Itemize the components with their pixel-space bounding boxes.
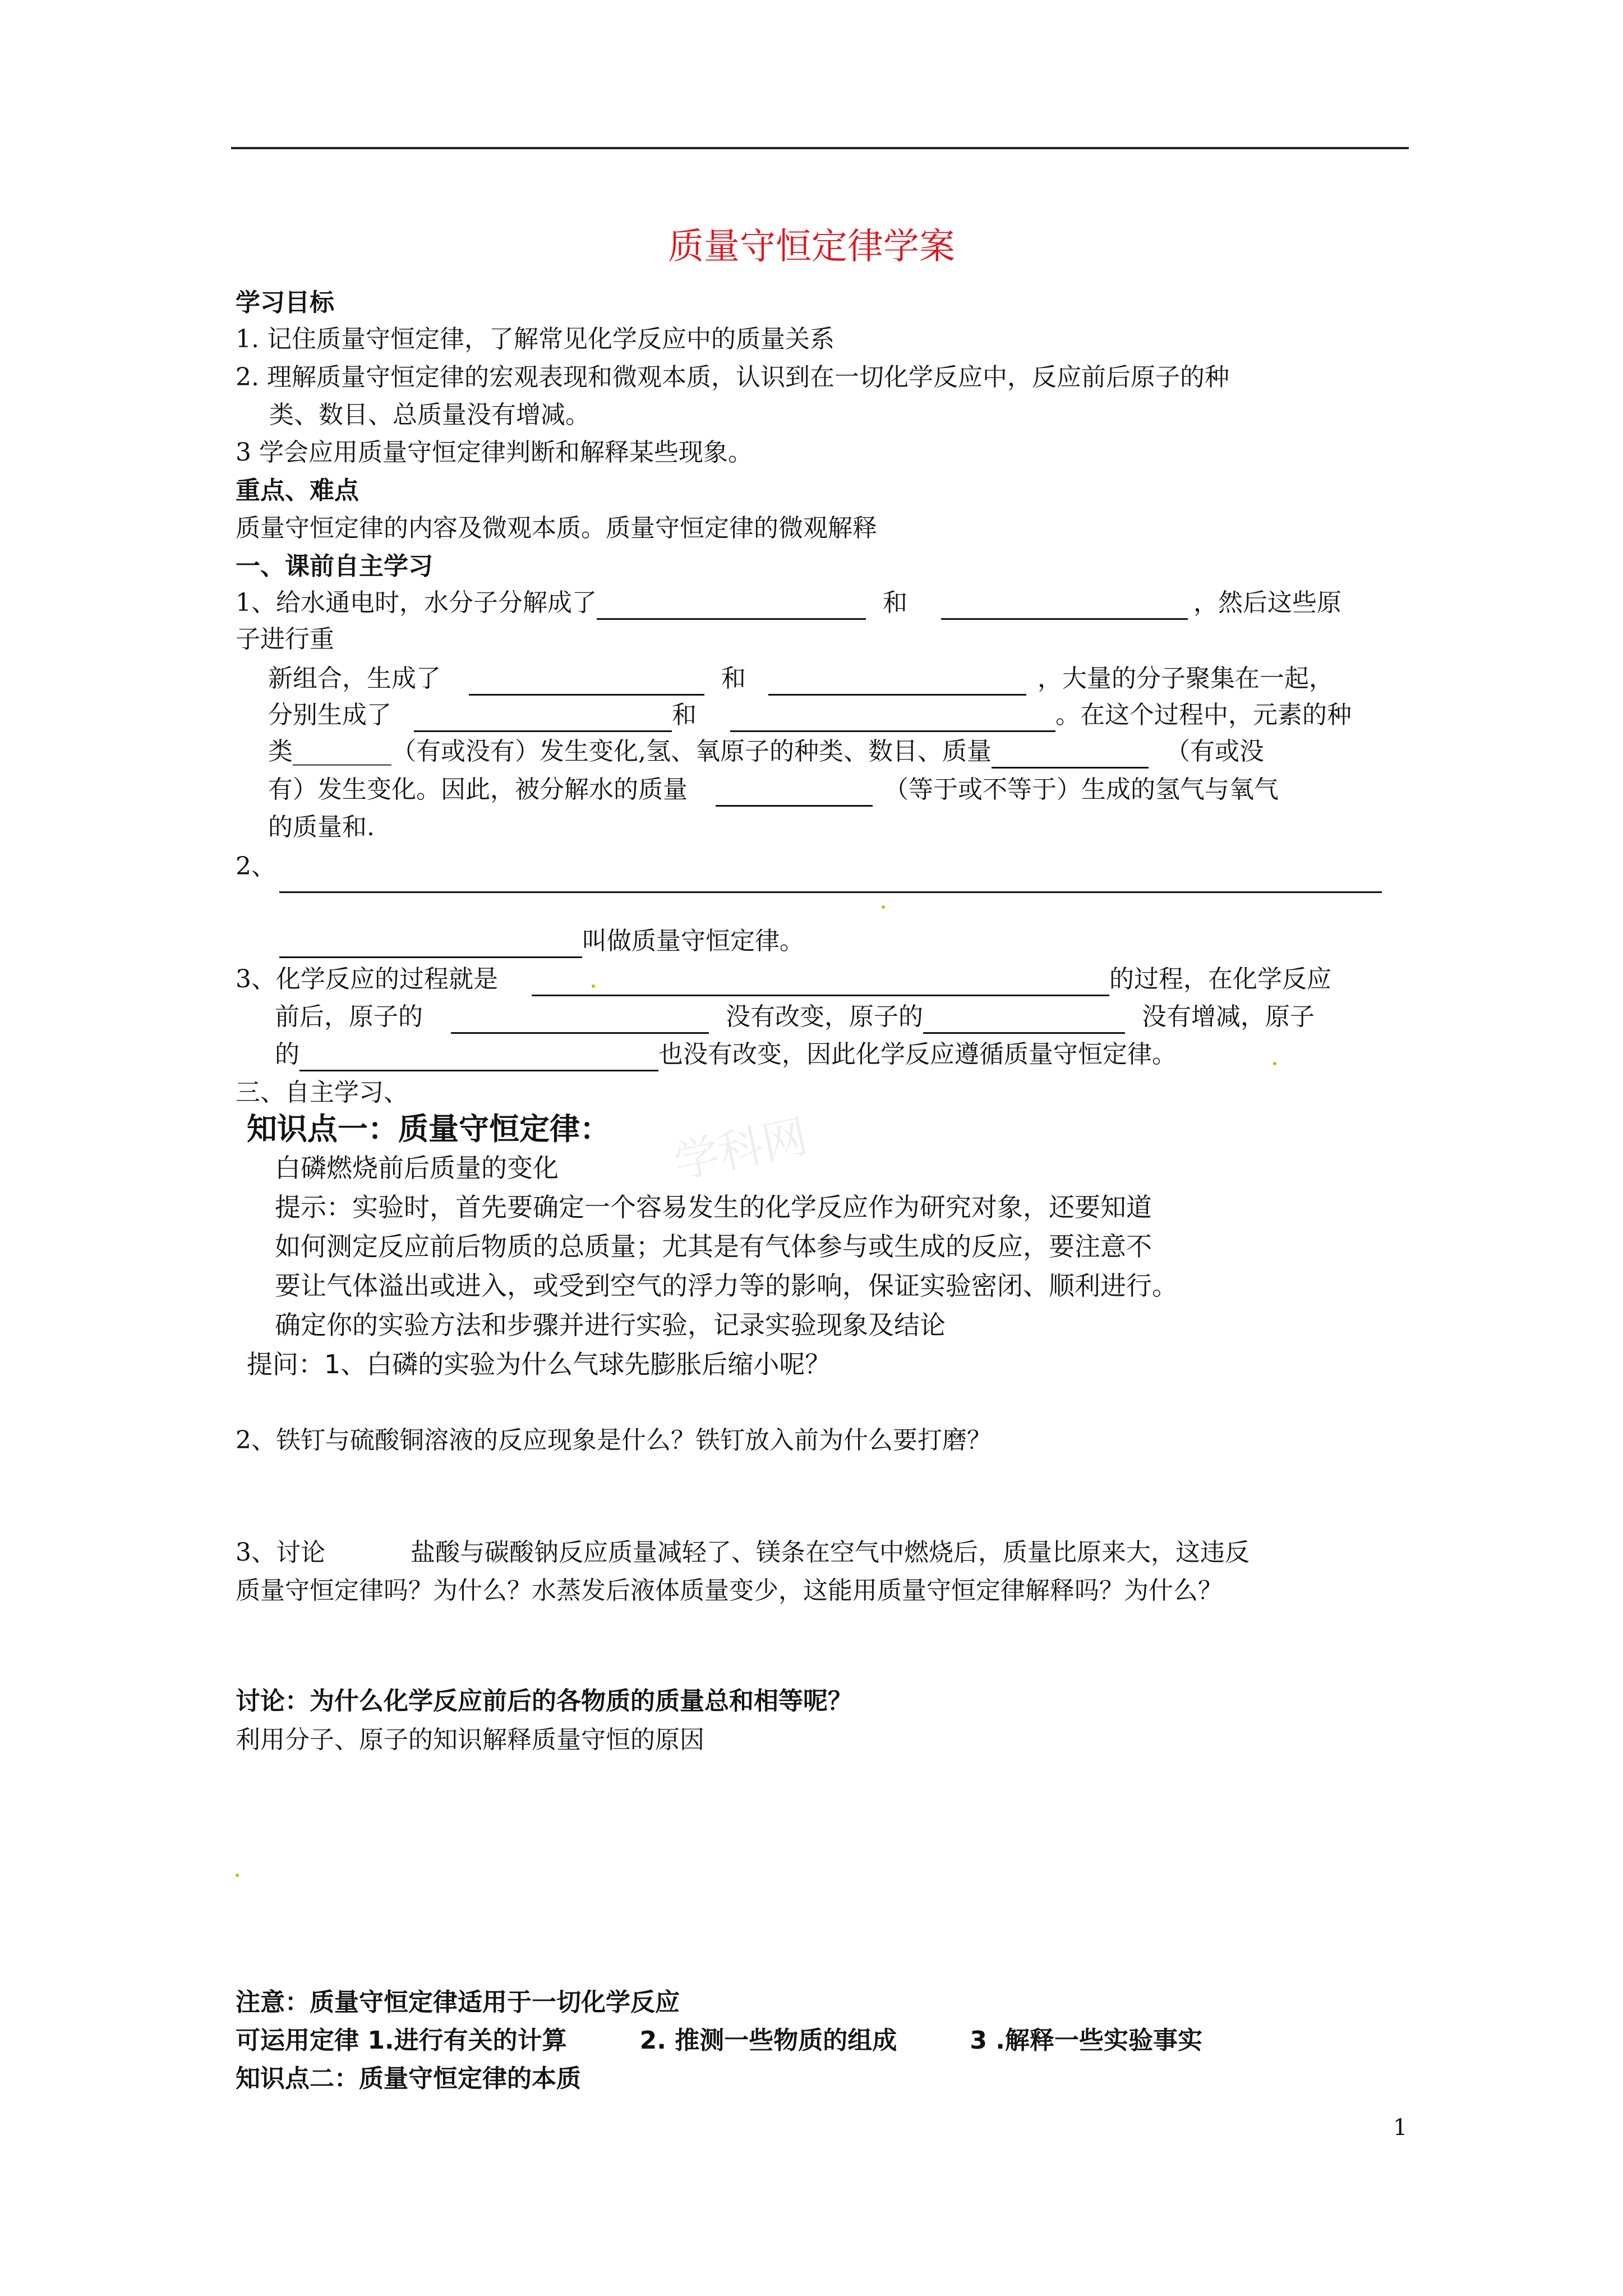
q3-text: 也没有改变，因此化学反应遵循质量守恒定律。 <box>658 1040 1177 1069</box>
keypoints-heading: 重点、难点 <box>236 476 359 505</box>
q1-line5 <box>268 735 1264 769</box>
scan-speck <box>882 905 885 909</box>
q1-text: 类________（有或没有）发生变化,氢、氧原子的种类、数目、质量 <box>268 737 992 766</box>
q1-text: 和 <box>672 701 697 729</box>
header-rule <box>231 147 1409 149</box>
fill-blank[interactable] <box>941 592 1188 620</box>
fill-blank[interactable] <box>279 890 1382 893</box>
q3-line1 <box>236 963 1331 996</box>
keypoints-text: 质量守恒定律的内容及微观本质。质量守恒定律的微观解释 <box>236 514 877 542</box>
q1-text: ，大量的分子聚集在一起， <box>1038 664 1334 693</box>
q1-text: （有或没 <box>1165 737 1264 766</box>
q1-line6 <box>268 773 1279 807</box>
scan-line: 要让气体溢出或进入，或受到空气的浮力等的影响，保证实验密闭、顺利进行。 <box>275 1271 1178 1301</box>
fill-blank[interactable] <box>716 779 873 807</box>
apply-line <box>236 2024 1202 2058</box>
q3-text: 没有增减，原子 <box>1142 1002 1315 1031</box>
goals-heading: 学习目标 <box>236 288 334 317</box>
goal-item-2-cont: 类、数目、总质量没有增减。 <box>269 401 590 429</box>
section3-heading: 三、自主学习、 <box>236 1078 408 1107</box>
q3-line3 <box>275 1038 1177 1071</box>
fill-blank[interactable] <box>414 705 672 732</box>
fill-blank[interactable] <box>299 1044 658 1071</box>
fill-blank[interactable] <box>532 969 1109 996</box>
scan-line: 确定你的实验方法和步骤并进行实验，记录实验现象及结论 <box>275 1310 946 1340</box>
q3-text: 的 <box>275 1040 299 1069</box>
q1-line7: 的质量和. <box>268 813 375 841</box>
knowledge-point-2-title: 知识点二：质量守恒定律的本质 <box>236 2064 581 2093</box>
fill-blank[interactable] <box>279 931 582 958</box>
note-line: 注意：质量守恒定律适用于一切化学反应 <box>236 1988 680 2017</box>
fill-blank[interactable] <box>923 1006 1125 1034</box>
q1-line4 <box>268 698 1352 732</box>
q1-text: 和 <box>721 664 746 693</box>
q1-text-a: 1、给水通电时，水分子分解成了 <box>236 588 597 617</box>
q3-line2 <box>275 1000 1315 1034</box>
q1-text: 新组合，生成了 <box>268 664 441 693</box>
apply-item-3: 3 .解释一些实验事实 <box>970 2026 1202 2055</box>
knowledge-point-1-title: 知识点一：质量守恒定律： <box>247 1111 610 1147</box>
scan-line: 白磷燃烧前后质量的变化 <box>275 1153 559 1183</box>
goal-item-3: 3 学会应用质量守恒定律判断和解释某些现象。 <box>236 438 753 467</box>
scan-line: 如何测定反应前后物质的总质量；尤其是有气体参与或生成的反应，要注意不 <box>275 1231 1152 1262</box>
question-3-label: 3、讨论 <box>236 1538 325 1567</box>
fill-blank[interactable] <box>992 741 1149 769</box>
q1-text: 分别生成了 <box>268 701 391 729</box>
q1-text: （等于或不等于）生成的氢气与氧气 <box>884 775 1279 804</box>
question-3-line1 <box>236 1536 1249 1570</box>
question-3-line2: 质量守恒定律吗？为什么？水蒸发后液体质量变少，这能用质量守恒定律解释吗？为什么？ <box>236 1576 1223 1605</box>
question-1: 提问：1、白磷的实验为什么气球先膨胀后缩小呢？ <box>247 1349 831 1379</box>
q1-line3 <box>268 662 1334 696</box>
q3-text: 没有改变，原子的 <box>726 1002 923 1031</box>
q3-text: 的过程，在化学反应 <box>1109 965 1331 993</box>
q1-text: 。在这个过程中，元素的种 <box>1055 701 1352 729</box>
discussion-prompt: 讨论：为什么化学反应前后的各物质的质量总和相等呢？ <box>236 1687 852 1715</box>
goal-item-2: 2. 理解质量守恒定律的宏观表现和微观本质，认识到在一切化学反应中，反应前后原子的种 <box>236 363 1229 392</box>
q1-text-c: ，然后这些原 <box>1193 588 1341 617</box>
fill-blank[interactable] <box>597 592 866 620</box>
question-3-text: 盐酸与碳酸钠反应质量减轻了、镁条在空气中燃烧后，质量比原来大，这违反 <box>411 1538 1249 1567</box>
goal-item-1: 1. 记住质量守恒定律，了解常见化学反应中的质量关系 <box>236 325 834 353</box>
q1-text-b: 和 <box>883 588 907 617</box>
page-title: 质量守恒定律学案 <box>668 226 955 268</box>
explanation-prompt: 利用分子、原子的知识解释质量守恒的原因 <box>236 1726 704 1754</box>
q3-text: 3、化学反应的过程就是 <box>236 965 498 993</box>
q2-label: 2、 <box>236 852 276 881</box>
section1-heading: 一、课前自主学习 <box>236 552 433 581</box>
q1-line1 <box>236 586 1341 620</box>
q2-line2 <box>279 924 804 958</box>
q1-line2: 子进行重 <box>236 625 334 654</box>
scan-speck <box>592 984 595 988</box>
fill-blank[interactable] <box>730 705 1055 732</box>
q2-tail: 叫做质量守恒定律。 <box>582 927 804 955</box>
fill-blank[interactable] <box>469 668 704 696</box>
q1-text: 有）发生变化。因此，被分解水的质量 <box>268 775 688 804</box>
apply-item-1: 可运用定律 1.进行有关的计算 <box>236 2026 567 2055</box>
scan-speck <box>236 1874 239 1877</box>
watermark: 学科网 <box>669 1110 812 1189</box>
question-2: 2、铁钉与硫酸铜溶液的反应现象是什么？铁钉放入前为什么要打磨？ <box>236 1426 992 1455</box>
page-number: 1 <box>1393 2115 1408 2141</box>
scan-line: 提示：实验时，首先要确定一个容易发生的化学反应作为研究对象，还要知道 <box>275 1192 1152 1222</box>
q3-text: 前后，原子的 <box>275 1002 423 1031</box>
scan-speck <box>1273 1062 1276 1065</box>
fill-blank[interactable] <box>768 668 1026 696</box>
apply-item-2: 2. 推测一些物质的组成 <box>639 2026 897 2055</box>
fill-blank[interactable] <box>451 1006 709 1034</box>
